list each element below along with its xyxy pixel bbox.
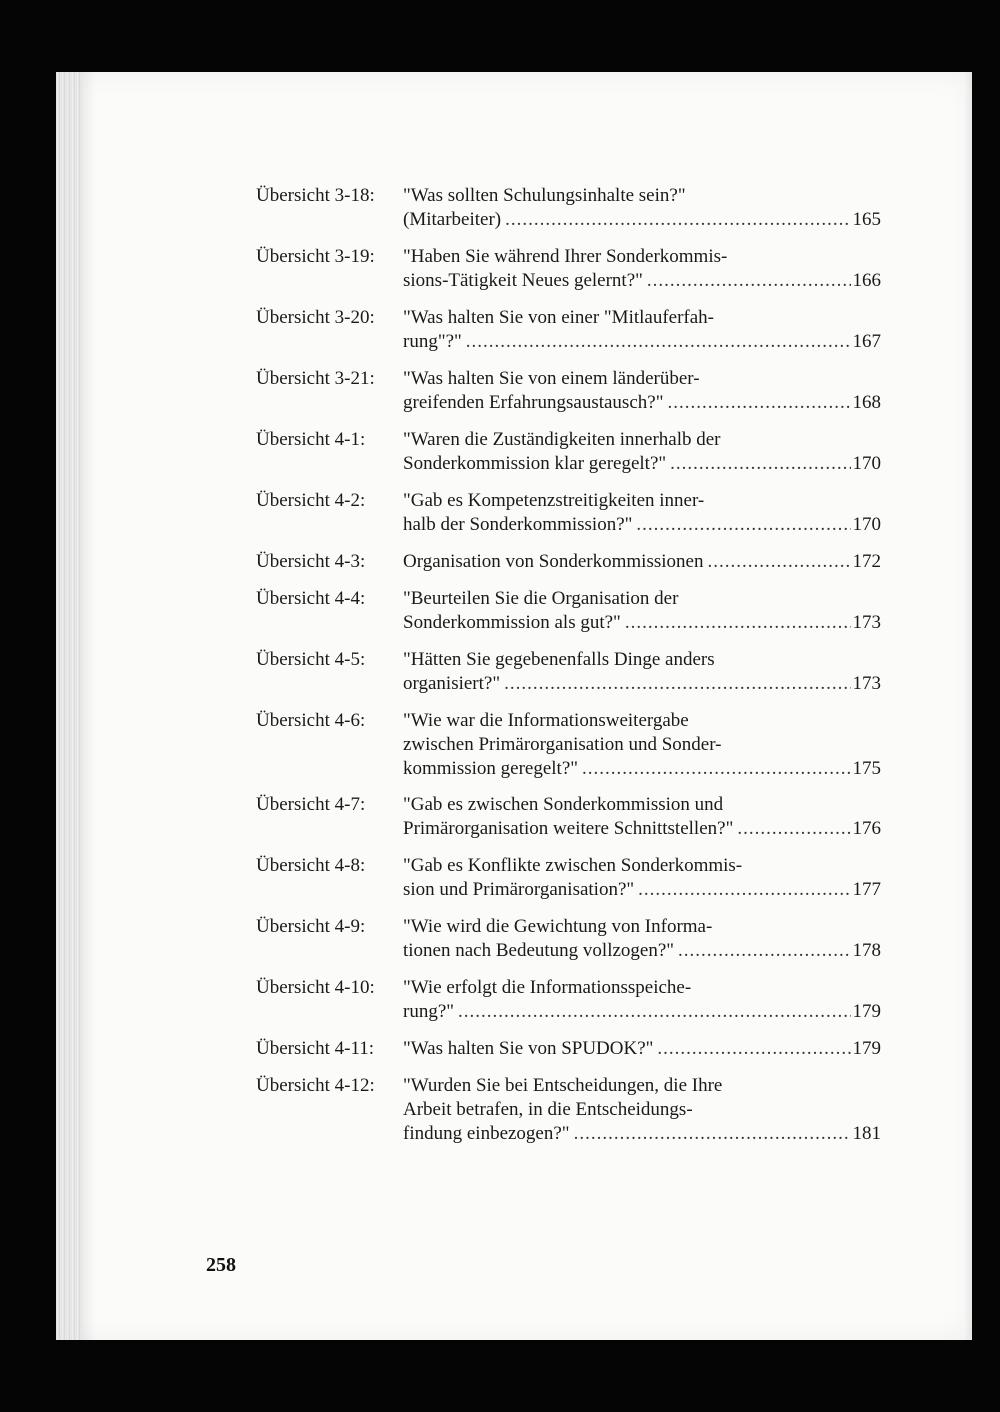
dot-leader [505, 208, 850, 232]
entry-title-last-line [403, 391, 881, 415]
entry-label: Übersicht 4-11: [256, 1038, 375, 1059]
entry-title-line: "Was halten Sie von SPUDOK?" [403, 1038, 654, 1059]
entry-title-last-line [403, 550, 881, 574]
entry-title-line: kommission geregelt?" [403, 758, 579, 779]
entry-title-line: "Beurteilen Sie die Organisation der [403, 588, 679, 609]
entry-title-line: rung?" [403, 1001, 455, 1022]
entry-title-line: tionen nach Bedeutung vollzogen?" [403, 940, 675, 961]
dot-leader [504, 672, 850, 696]
entry-title-last-line [403, 611, 881, 635]
entry-title [403, 367, 881, 415]
dot-leader [647, 269, 851, 293]
entry-title-line: Primärorganisation weitere Schnittstellen?" [403, 818, 734, 839]
entry-title-line: "Wie war die Informationsweitergabe [403, 710, 689, 731]
entry-title-line: Sonderkommission als gut?" [403, 612, 621, 633]
entry-title-last-line [403, 208, 881, 232]
entry-title [403, 550, 881, 574]
book-page [56, 72, 972, 1340]
entry-title [403, 854, 881, 902]
entry-title-line: zwischen Primärorganisation und Sonder- [403, 734, 722, 755]
entry-page-number: 179 [852, 1038, 881, 1059]
entry-title-last-line [403, 817, 881, 841]
entry-title-line: "Was halten Sie von einer "Mitlauferfah- [403, 307, 715, 328]
dot-leader [737, 817, 850, 841]
entry-label: Übersicht 4-9: [256, 916, 366, 937]
entry-page-number: 167 [852, 331, 881, 352]
entry-label: Übersicht 4-6: [256, 710, 366, 731]
dot-leader [625, 611, 851, 635]
entry-title [403, 184, 881, 232]
entry-page-number: 173 [852, 612, 881, 633]
entry-title-last-line [403, 1037, 881, 1061]
entry-title-last-line [403, 452, 881, 476]
entry-title-last-line [403, 1000, 881, 1024]
page-number: 258 [206, 1254, 236, 1276]
entry-title-line: (Mitarbeiter) [403, 209, 502, 230]
dot-leader [707, 550, 850, 574]
entry-title [403, 306, 881, 354]
entry-title-line: findung einbezogen?" [403, 1123, 570, 1144]
entry-page-number: 170 [852, 514, 881, 535]
entry-page-number: 166 [852, 270, 881, 291]
entry-label: Übersicht 4-10: [256, 977, 375, 998]
entry-title-last-line [403, 1122, 881, 1146]
dot-leader [582, 757, 850, 781]
entry-title-line: sion und Primärorganisation?" [403, 879, 635, 900]
entry-label: Übersicht 3-18: [256, 185, 375, 206]
entry-title [403, 709, 881, 781]
entry-title-line: "Gab es Kompetenzstreitigkeiten inner- [403, 490, 705, 511]
entry-label: Übersicht 4-1: [256, 429, 366, 450]
dot-leader [466, 330, 851, 354]
entry-title-line: rung"?" [403, 331, 462, 352]
entry-title [403, 915, 881, 963]
entry-title-last-line [403, 672, 881, 696]
entry-title-line: "Wurden Sie bei Entscheidungen, die Ihre [403, 1075, 723, 1096]
entry-page-number: 170 [852, 453, 881, 474]
entry-title-line: "Was halten Sie von einem länderüber- [403, 368, 700, 389]
entry-title-last-line [403, 513, 881, 537]
entry-title-line: "Wie erfolgt die Informationsspeiche- [403, 977, 692, 998]
entry-title-last-line [403, 757, 881, 781]
entry-title-line: "Gab es Konflikte zwischen Sonderkommis- [403, 855, 743, 876]
entry-label: Übersicht 4-5: [256, 649, 366, 670]
entry-title-last-line [403, 878, 881, 902]
entry-title [403, 428, 881, 476]
entry-page-number: 178 [852, 940, 881, 961]
entry-label: Übersicht 4-2: [256, 490, 366, 511]
entry-title-line: "Waren die Zuständigkeiten innerhalb der [403, 429, 721, 450]
entry-page-number: 175 [852, 758, 881, 779]
entry-title-line: organisiert?" [403, 673, 501, 694]
entry-page-number: 176 [852, 818, 881, 839]
entry-title [403, 245, 881, 293]
entry-title-line: "Wie wird die Gewichtung von Informa- [403, 916, 713, 937]
entry-page-number: 173 [852, 673, 881, 694]
entry-page-number: 165 [852, 209, 881, 230]
entry-title [403, 489, 881, 537]
entry-label: Übersicht 3-20: [256, 307, 375, 328]
entry-label: Übersicht 4-3: [256, 551, 366, 572]
entry-label: Übersicht 4-12: [256, 1075, 375, 1096]
entry-title-line: greifenden Erfahrungsaustausch?" [403, 392, 664, 413]
entry-label: Übersicht 4-8: [256, 855, 366, 876]
entry-title [403, 1037, 881, 1061]
entry-title [403, 976, 881, 1024]
entry-title-line: "Gab es zwischen Sonderkommission und [403, 794, 724, 815]
entry-page-number: 181 [852, 1123, 881, 1144]
entry-page-number: 179 [852, 1001, 881, 1022]
entry-title-line: "Was sollten Schulungsinhalte sein?" [403, 185, 686, 206]
entry-page-number: 172 [852, 551, 881, 572]
entry-page-number: 177 [852, 879, 881, 900]
dot-leader [636, 513, 850, 537]
dot-leader [670, 452, 850, 476]
entry-label: Übersicht 4-7: [256, 794, 366, 815]
entry-title-line: sions-Tätigkeit Neues gelernt?" [403, 270, 643, 291]
entry-title [403, 1074, 881, 1146]
entry-title-line: Arbeit betrafen, in die Entscheidungs- [403, 1099, 693, 1120]
dot-leader [574, 1122, 851, 1146]
entry-title-line: Organisation von Sonderkommissionen [403, 551, 704, 572]
entry-label: Übersicht 4-4: [256, 588, 366, 609]
entry-label: Übersicht 3-21: [256, 368, 375, 389]
dot-leader [458, 1000, 850, 1024]
entry-title [403, 793, 881, 841]
entry-page-number: 168 [852, 392, 881, 413]
dot-leader [667, 391, 850, 415]
entry-title-last-line [403, 939, 881, 963]
entry-title-line: Sonderkommission klar geregelt?" [403, 453, 667, 474]
entry-label: Übersicht 3-19: [256, 246, 375, 267]
table-of-contents [56, 72, 972, 1340]
dot-leader [638, 878, 850, 902]
entry-title-last-line [403, 269, 881, 293]
dot-leader [678, 939, 850, 963]
entry-title [403, 587, 881, 635]
entry-title-line: "Haben Sie während Ihrer Sonderkommis- [403, 246, 728, 267]
entry-title-line: halb der Sonderkommission?" [403, 514, 633, 535]
entry-title [403, 648, 881, 696]
entry-title-line: "Hätten Sie gegebenenfalls Dinge anders [403, 649, 715, 670]
entry-title-last-line [403, 330, 881, 354]
dot-leader [657, 1037, 850, 1061]
